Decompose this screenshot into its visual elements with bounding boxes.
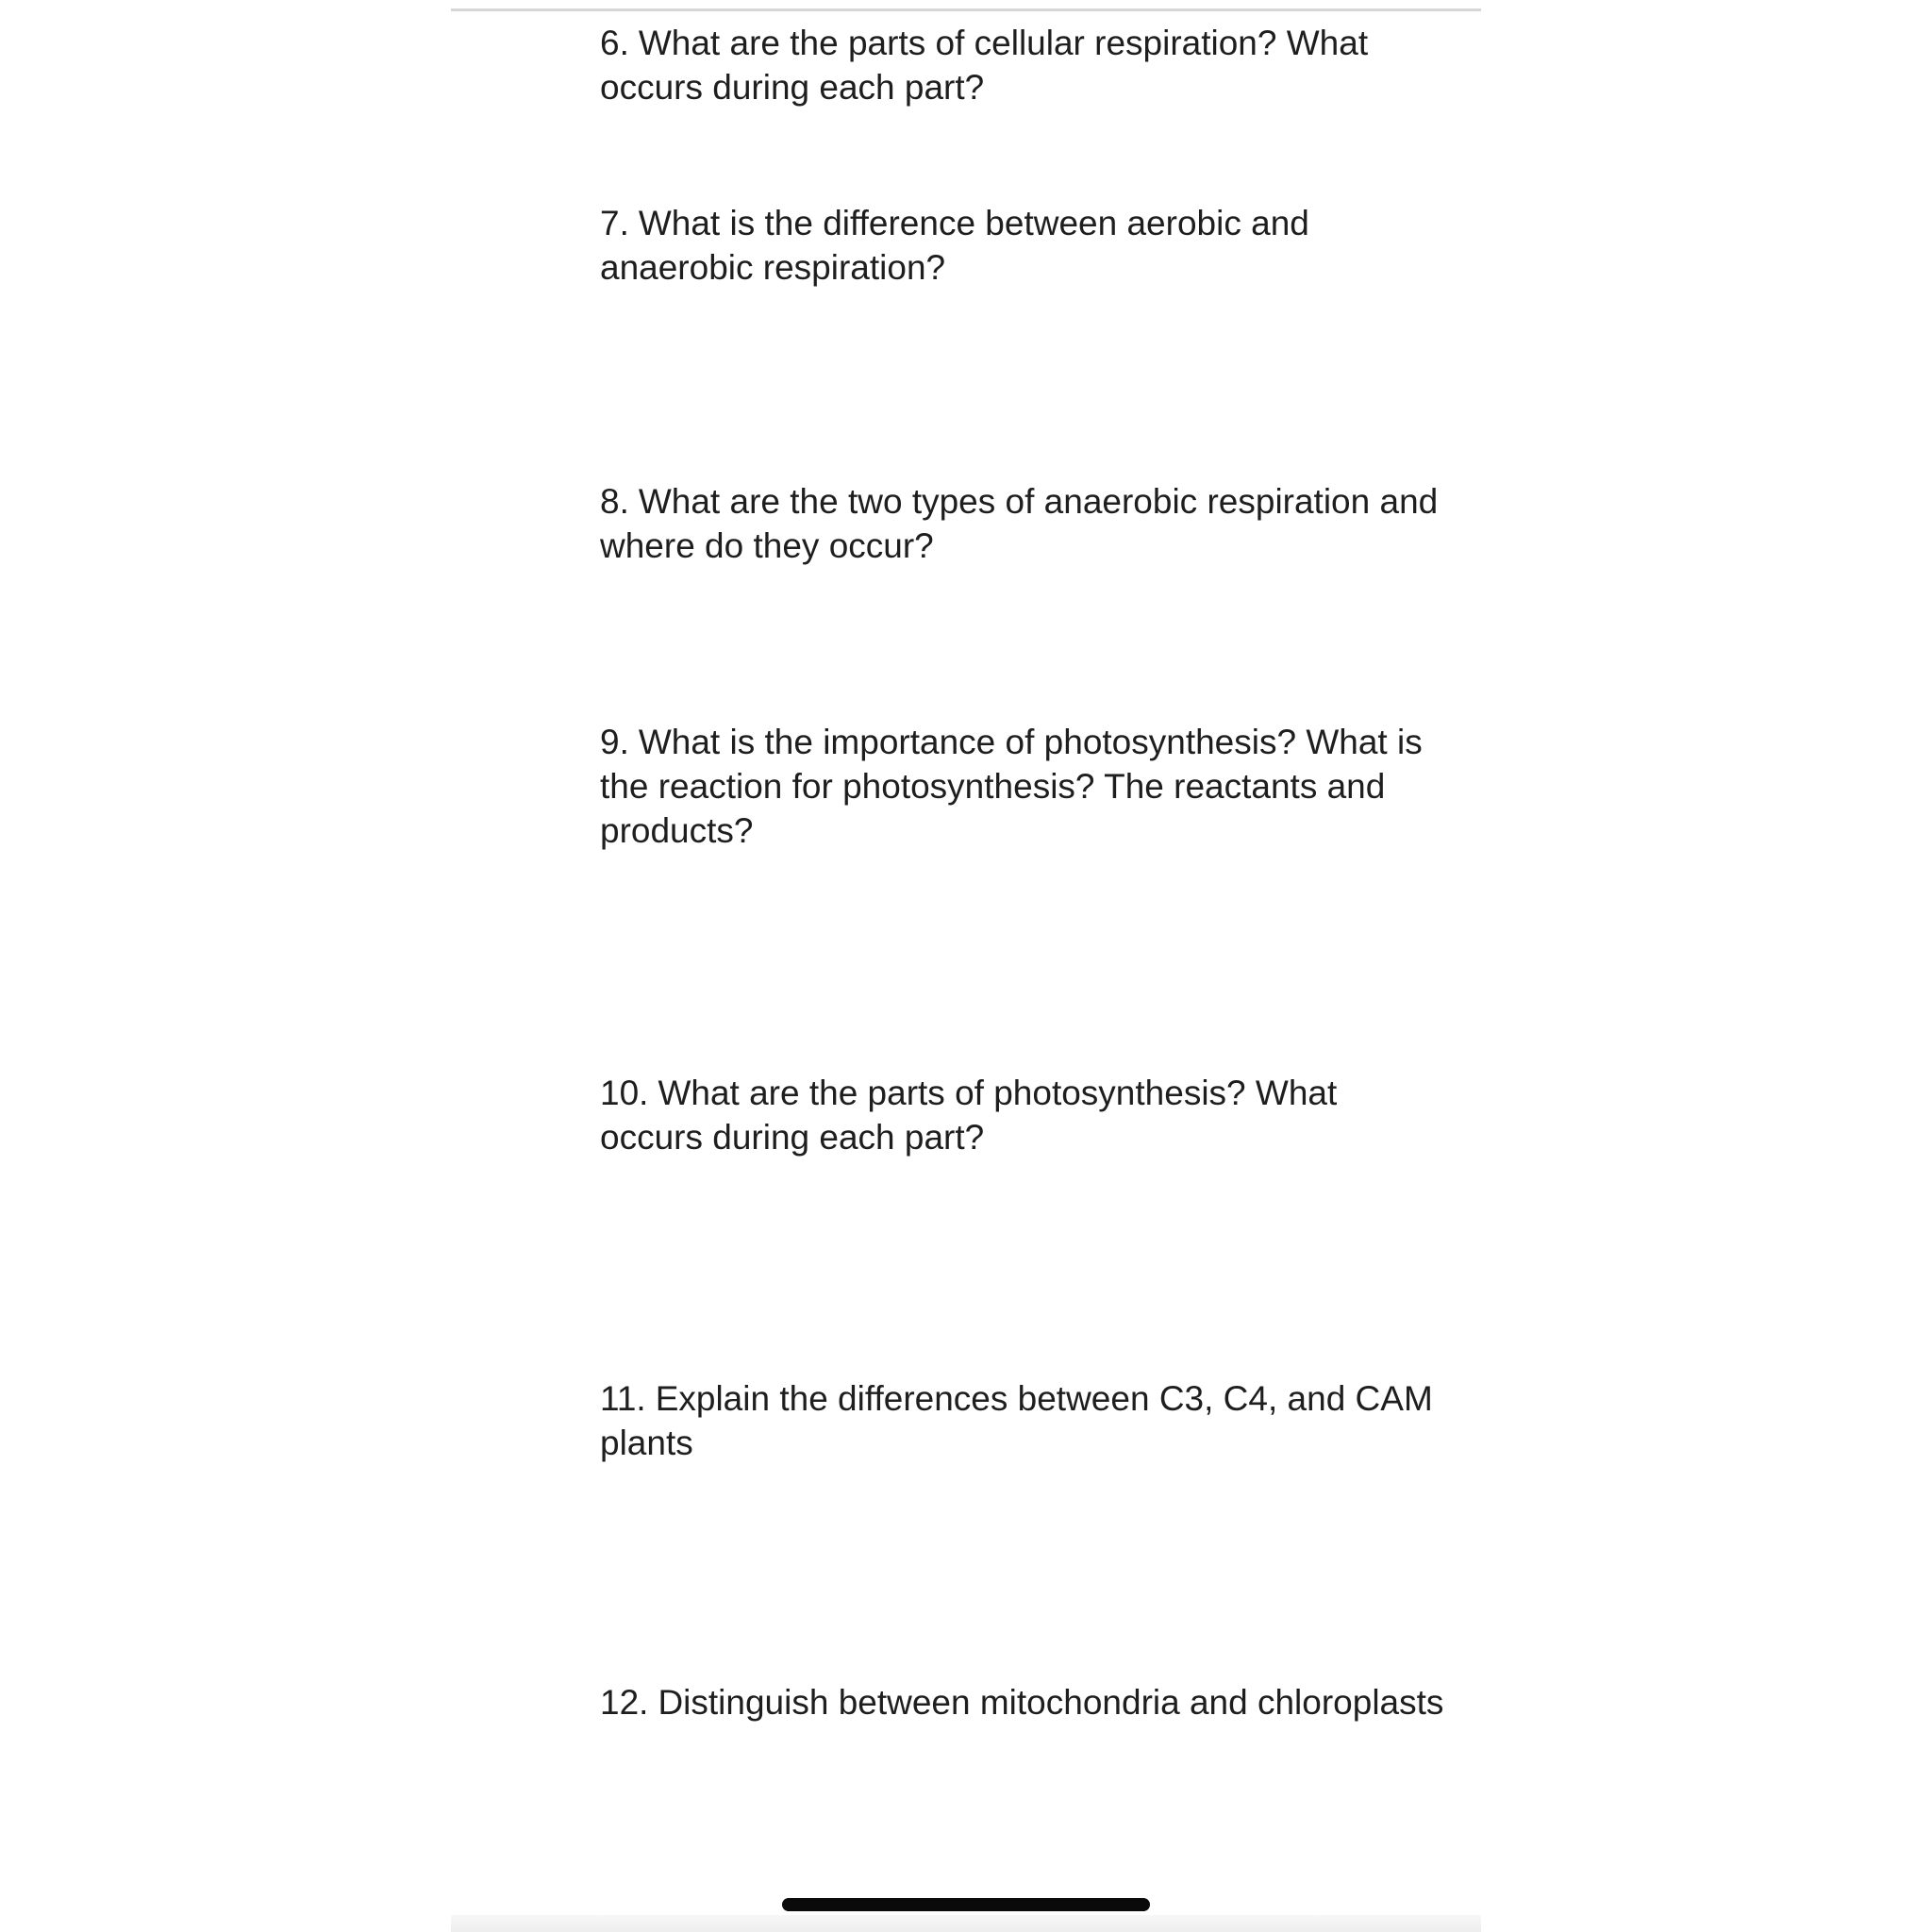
next-page-edge	[451, 1915, 1481, 1932]
question-text: Distinguish between mitochondria and chloroplasts	[658, 1683, 1444, 1722]
document-page[interactable]	[451, 0, 1481, 1932]
question-7	[600, 201, 1449, 290]
question-text: What is the importance of photosynthesis? What is the reaction for photosynthesis? The reactants and products?	[600, 723, 1423, 850]
question-11	[600, 1376, 1449, 1465]
question-text: Explain the differences between C3, C4, and CAM plants	[600, 1379, 1433, 1462]
question-text: What is the difference between aerobic and anaerobic respiration?	[600, 204, 1309, 287]
top-divider	[451, 8, 1481, 11]
question-6	[600, 21, 1449, 109]
question-text: What are the two types of anaerobic respiration and where do they occur?	[600, 482, 1439, 565]
question-number: 11.	[600, 1379, 646, 1418]
question-number: 6.	[600, 24, 629, 62]
question-number: 10.	[600, 1074, 649, 1112]
question-number: 8.	[600, 482, 629, 521]
home-indicator[interactable]	[782, 1898, 1150, 1911]
question-number: 7.	[600, 204, 629, 242]
question-text: What are the parts of photosynthesis? What occurs during each part?	[600, 1074, 1338, 1157]
question-number: 12.	[600, 1683, 649, 1722]
question-number: 9.	[600, 723, 629, 761]
question-8	[600, 479, 1449, 568]
question-9	[600, 720, 1449, 853]
question-10	[600, 1071, 1449, 1159]
question-text: What are the parts of cellular respiration? What occurs during each part?	[600, 24, 1369, 107]
question-12	[600, 1680, 1449, 1724]
